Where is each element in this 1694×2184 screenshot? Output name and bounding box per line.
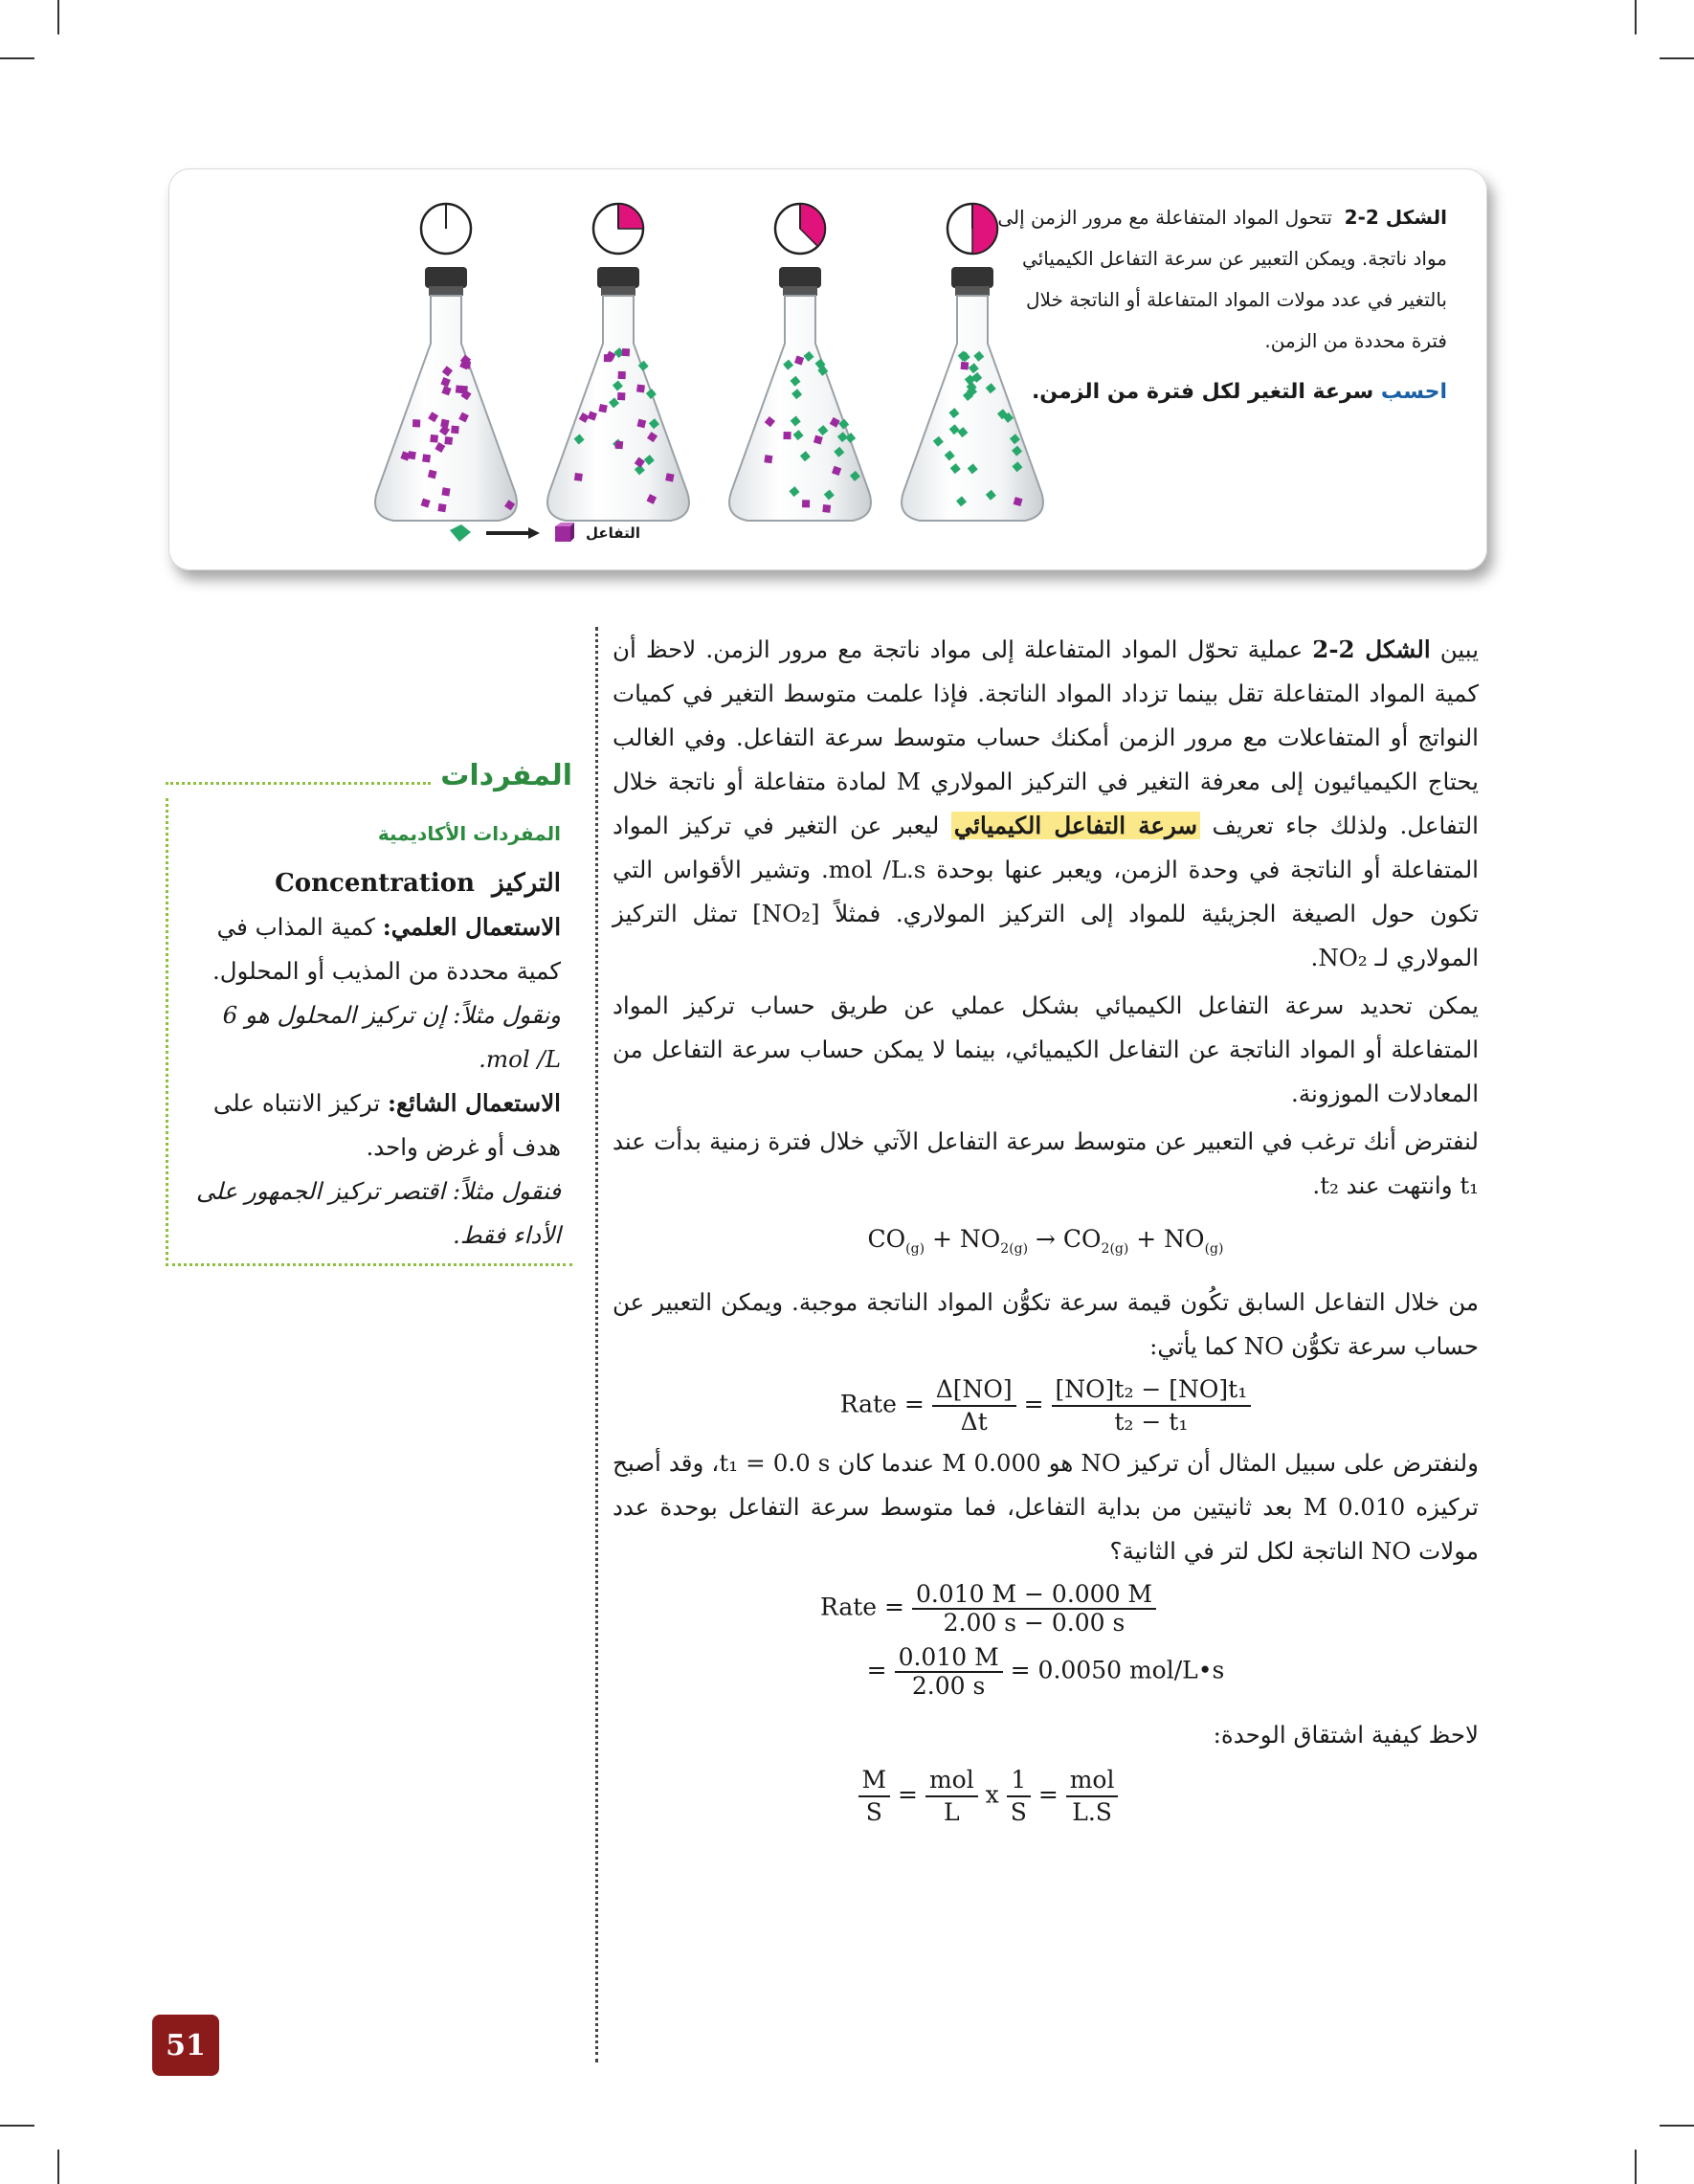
figure-label: الشكل 2-2	[1344, 206, 1447, 229]
arrow-icon	[484, 526, 542, 540]
calc-num-1: 0.010 M − 0.000 M	[912, 1581, 1156, 1610]
unit-frac-4	[1066, 1765, 1119, 1828]
flask-2	[547, 204, 689, 521]
unit-times: x	[985, 1780, 999, 1809]
vocab-sci-text: كمية المذاب في كمية محددة من المذيب أو المحلول.	[212, 913, 561, 985]
unit-frac-2	[925, 1765, 978, 1828]
reactant-particle	[430, 435, 438, 443]
rate-fraction-2	[1052, 1374, 1252, 1437]
vocab-common	[174, 1081, 561, 1170]
vocab-scientific	[174, 905, 561, 993]
page-number: 51	[152, 2015, 219, 2076]
rate-label: Rate =	[839, 1390, 925, 1418]
p1-middle: عملية تحوّل المواد المتفاعلة إلى مواد ناتجة مع مرور الزمن. لاحظ أن كمية المواد المتفاعلة تقل بينما تزداد المواد الناتجة. فإذا علمت متوسط التغير في كميات النواتج أو المتفاعلات مع مرور الزمن أمكنك حساب متوسط سرعة التفاعل. وفي الغالب يحتاج الكيميائيون إلى معرفة التغير في التركيز المولاري M لمادة متفاعلة أو ناتجة خلال التفاعل. ولذلك جاء تعريف	[613, 635, 1479, 839]
vocab-sci-example	[174, 993, 561, 1081]
reactant-particle	[451, 426, 459, 435]
rate-fraction-1	[932, 1374, 1016, 1437]
crop-mark	[0, 2125, 34, 2127]
calc-fraction-1	[912, 1581, 1156, 1637]
legend-label: التفاعل	[586, 524, 640, 542]
rate-den-1: Δt	[960, 1408, 988, 1436]
flask-stopper	[597, 267, 639, 288]
reactant-particle	[408, 451, 416, 459]
reactant-particle	[437, 503, 446, 512]
figure-question-text: سرعة التغير لكل فترة من الزمن.	[1031, 380, 1374, 404]
unit-S-2: S	[1010, 1798, 1027, 1826]
p1-start: يبين	[1430, 635, 1480, 663]
reactant-particle	[598, 404, 607, 412]
rate-num-1: Δ[NO]	[932, 1374, 1016, 1407]
reactant-particle	[665, 473, 674, 481]
calc-den-1: 2.00 s − 0.00 s	[943, 1609, 1126, 1637]
reactant-particle	[441, 487, 450, 496]
reactant-particle	[802, 500, 810, 507]
vocab-term-en: Concentration	[275, 869, 475, 898]
vocab-common-text: تركيز الانتباه على هدف أو غرض واحد.	[212, 1089, 561, 1161]
flask-stopper	[779, 267, 821, 288]
crop-mark	[1635, 2150, 1637, 2184]
reactant-particle	[622, 348, 630, 356]
paragraph-6: لاحظ كيفية اشتقاق الوحدة:	[1213, 1721, 1479, 1749]
flask-glass	[729, 296, 871, 521]
flasks-illustration	[207, 186, 1068, 549]
reactant-particle	[783, 432, 791, 439]
reactant-particle	[412, 419, 420, 427]
reactant-particle	[444, 436, 453, 445]
reactant-particle	[574, 473, 583, 481]
main-text	[613, 628, 1479, 1828]
unit-LS: L.S	[1072, 1798, 1112, 1826]
flask-glass	[375, 296, 517, 521]
unit-M: M	[858, 1765, 891, 1797]
calc-result: = 0.0050 mol/L•s	[1010, 1656, 1225, 1684]
flask-glass	[547, 296, 689, 521]
reactant-particle	[617, 392, 625, 400]
vocab-common-example-text: فنقول مثلاً: اقتصر تركيز الجمهور على الأداء فقط.	[195, 1177, 561, 1249]
clock-elapsed	[618, 204, 643, 229]
vocab-common-example	[174, 1170, 561, 1258]
paragraph-5: ولنفترض على سبيل المثال أن تركيز NO هو 0.000 M عندما كان t₁ = 0.0 s، وقد أصبح تركيزه 0.010 M بعد ثانيتين من بداية التفاعل، فما متوسط سرعة التفاعل بوحدة عدد مولات NO الناتجة لكل لتر في الثانية؟	[613, 1449, 1479, 1565]
calc-den-2: 2.00 s	[911, 1672, 986, 1700]
unit-mol-2: mol	[1066, 1765, 1119, 1797]
crop-mark	[1660, 2125, 1694, 2127]
vocab-term-ar: التركيز	[492, 869, 561, 898]
product-cube-icon	[446, 521, 475, 546]
crop-mark	[0, 57, 34, 59]
figure-caption	[997, 197, 1447, 412]
paragraph-3: لنفترض أنك ترغب في التعبير عن متوسط سرعة التفاعل الآتي خلال فترة زمنية بدأت عند t₁ وانتهت عند t₂.	[613, 1127, 1479, 1199]
rate-equation: Rate = $\frac{\Delta[NO]}{\Delta t}$ = $\frac{\text{[NO]t₂ − [NO]t₁}}{\text{t₂ − t₁}}$	[613, 1374, 1479, 1437]
figure-caption-text: تتحول المواد المتفاعلة مع مرور الزمن إلى مواد ناتجة. ويمكن التعبير عن سرعة التفاعل الكيميائي بالتغير في عدد مولات المواد المتفاعلة أو الناتجة خلال فترة محددة من الزمن.	[997, 206, 1447, 352]
reactant-particle	[422, 454, 431, 462]
paragraph-2: يمكن تحديد سرعة التفاعل الكيميائي بشكل عملي عن طريق حساب تركيز المواد المتفاعلة أو المواد الناتجة عن التفاعل الكيميائي، بينما لا يمكن حساب سرعة التفاعل من المعادلات الموزونة.	[613, 992, 1479, 1107]
figure-question-verb: احسب	[1380, 380, 1447, 404]
crop-mark	[1660, 57, 1694, 59]
vocab-term	[174, 861, 561, 905]
paragraph-1	[613, 628, 1479, 980]
vocab-title-rule	[166, 782, 431, 785]
vocabulary-sidebar	[166, 754, 572, 1266]
unit-S-1: S	[865, 1798, 882, 1826]
reactant-particle	[764, 455, 772, 463]
calc-rate-label: Rate =	[819, 1593, 904, 1621]
flask-3	[729, 204, 871, 521]
calc-num-2: 0.010 M	[895, 1644, 1003, 1673]
rate-den-2: t₂ − t₁	[1114, 1408, 1189, 1436]
reactant-particle	[615, 441, 624, 450]
flask-1	[375, 204, 517, 521]
paragraph-4: من خلال التفاعل السابق تكُون قيمة سرعة تكوُّن المواد الناتجة موجبة. ويمكن التعبير عن حساب سرعة تكوُّن NO كما يأتي:	[613, 1288, 1479, 1360]
unit-frac-3	[1007, 1765, 1031, 1828]
reaction-equation: $CO_{(g)} + NO_{2(g)} \to CO_{2(g)} + NO_{(g)}$	[867, 1225, 1224, 1257]
clock-elapsed	[972, 204, 997, 254]
flask-stopper	[425, 267, 467, 288]
reactant-particle	[636, 384, 645, 392]
vocab-box	[166, 798, 572, 1266]
reactant-particle	[462, 361, 471, 369]
crop-mark	[57, 0, 59, 34]
column-divider	[595, 627, 598, 2062]
calc-equation: Rate = $\frac{0.010 M - 0.000 M}{2.00 s - 0.00 s}$ = $\frac{0.010 M}{2.00 s}$ = 0.0050 mol/L•s	[819, 1580, 1225, 1700]
unit-frac-1	[858, 1765, 891, 1828]
figure-box	[168, 168, 1487, 570]
unit-one: 1	[1007, 1765, 1031, 1797]
reactant-particle	[618, 371, 626, 379]
vocab-sci-example-text: ونقول مثلاً: إن تركيز المحلول هو 6 mol /L.	[222, 1001, 561, 1073]
vocab-subtitle: المفردات الأكاديمية	[377, 822, 561, 845]
flask-stopper	[951, 267, 993, 288]
calc-fraction-2	[895, 1644, 1003, 1700]
vocab-common-label: الاستعمال الشائع:	[388, 1089, 561, 1117]
reactant-particle	[604, 354, 612, 362]
p1-end: ليعبر عن التغير في تركيز المواد المتفاعلة أو الناتجة في وحدة الزمن، ويعبر عنها بوحدة mol /L.s. وتشير الأقواس التي تكون حول الصيغة الجزيئية للمواد إلى التركيز المولاري. فمثلاً [NO₂] تمثل التركيز المولاري لـ NO₂.	[613, 812, 1479, 971]
figure-ref: الشكل 2-2	[1312, 635, 1431, 663]
unit-L: L	[944, 1798, 960, 1826]
key-term: سرعة التفاعل الكيميائي	[951, 812, 1200, 839]
crop-mark	[1635, 0, 1637, 34]
vocab-sci-label: الاستعمال العلمي:	[382, 913, 561, 941]
reactant-cube-icon	[551, 521, 576, 546]
figure-question	[997, 371, 1447, 412]
unit-derivation: $\frac{M}{S}$ = $\frac{\text{mol}}{L}$ x $\frac{1}{S}$ = $\frac{\text{mol}}{L.S}$	[613, 1765, 1479, 1828]
rate-num-2: [NO]t₂ − [NO]t₁	[1052, 1374, 1252, 1407]
reactant-particle	[440, 419, 449, 428]
unit-mol-1: mol	[925, 1765, 978, 1797]
reaction-legend	[446, 521, 640, 546]
crop-mark	[57, 2150, 59, 2184]
reactant-particle	[822, 504, 831, 513]
vocab-title: المفردات	[440, 759, 572, 792]
reactant-particle	[961, 362, 970, 370]
